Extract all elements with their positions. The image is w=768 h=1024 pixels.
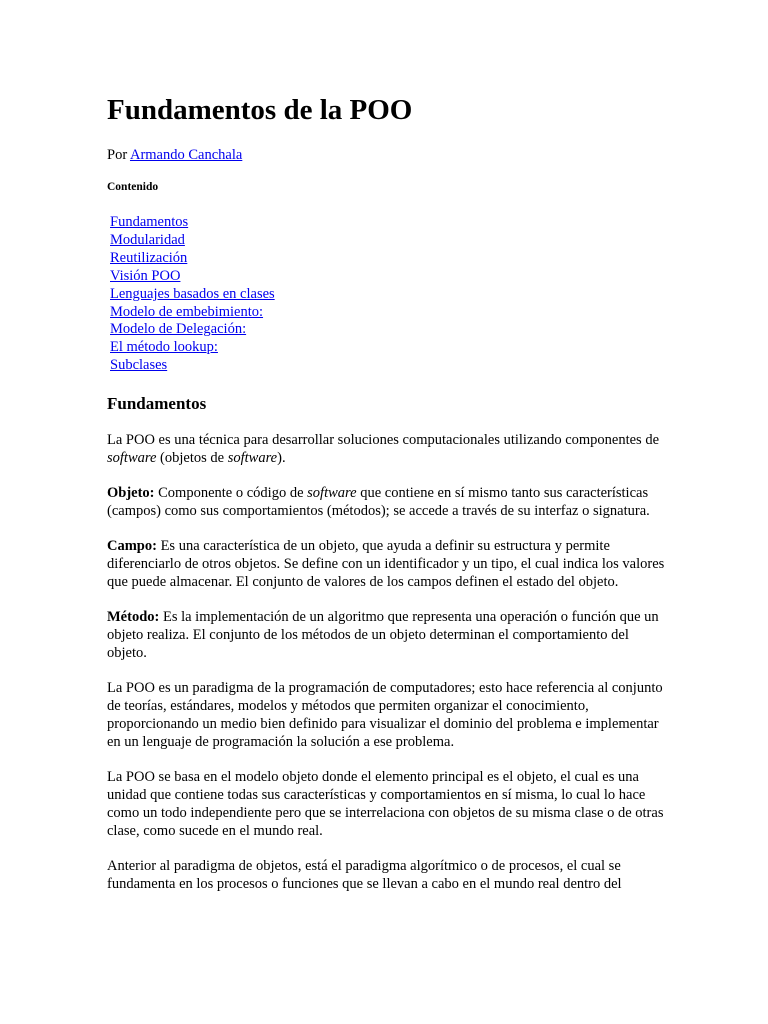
paragraph bbox=[107, 431, 667, 467]
text-run: Es una característica de un objeto, que ayuda a definir su estructura y permite diferenciarlo de otros objetos. Se define con un identificador y un tipo, el cual indica los valores que puede almacenar. El conjunto de valores de los campos definen el estado del objeto. bbox=[107, 538, 665, 590]
toc-item bbox=[110, 268, 275, 286]
toc-item bbox=[110, 304, 275, 322]
text-run: Componente o código de bbox=[154, 485, 308, 501]
toc-title: Contenido bbox=[107, 181, 159, 193]
toc-item bbox=[110, 339, 275, 357]
italic-term: software bbox=[227, 450, 278, 466]
definition-paragraph bbox=[107, 608, 667, 662]
toc-link-vision-poo[interactable]: Visión POO bbox=[110, 267, 181, 284]
table-of-contents bbox=[110, 214, 275, 375]
paragraph: Anterior al paradigma de objetos, está el paradigma algorítmico o de procesos, el cual se fundamenta en los procesos o funciones que se llevan a cabo en el mundo real dentro del bbox=[107, 858, 622, 892]
byline bbox=[107, 146, 242, 164]
definition-term: Método: bbox=[107, 609, 160, 625]
toc-link-lenguajes-clases[interactable]: Lenguajes basados en clases bbox=[110, 285, 275, 302]
toc-item bbox=[110, 357, 275, 375]
paragraph: La POO es un paradigma de la programación de computadores; esto hace referencia al conjunto de teorías, estándares, modelos y métodos que permiten organizar el conocimiento, proporcionando un medio bien definido para visualizar el dominio del problema e implementar en un lenguaje de programación la solución a ese problema. bbox=[107, 680, 663, 750]
toc-link-modelo-delegacion[interactable]: Modelo de Delegación: bbox=[110, 321, 247, 338]
page-title: Fundamentos de la POO bbox=[107, 94, 413, 126]
toc-item bbox=[110, 286, 275, 304]
toc-link-subclases[interactable]: Subclases bbox=[110, 357, 168, 374]
paragraph: La POO se basa en el modelo objeto donde el elemento principal es el objeto, el cual es una unidad que contiene todas sus características y comportamientos en sí misma, lo cual lo hace como un todo independiente pero que se interrelaciona con objetos de su misma clase o de otras clase, como sucede en el mundo real. bbox=[107, 769, 664, 839]
definition-term: Objeto: bbox=[107, 485, 155, 501]
toc-item bbox=[110, 232, 275, 250]
text-run: (objetos de bbox=[156, 450, 228, 466]
italic-term: software bbox=[107, 450, 157, 466]
text-run: ). bbox=[277, 450, 286, 466]
toc-link-modularidad[interactable]: Modularidad bbox=[110, 231, 185, 248]
definition-paragraph bbox=[107, 537, 667, 591]
definition-term: Campo: bbox=[107, 538, 157, 554]
text-run: La POO es una técnica para desarrollar soluciones computacionales utilizando componentes de bbox=[107, 432, 660, 448]
toc-link-modelo-embebimiento[interactable]: Modelo de embebimiento: bbox=[110, 303, 264, 320]
byline-prefix: Por bbox=[107, 147, 130, 163]
toc-item bbox=[110, 250, 275, 268]
toc-link-fundamentos[interactable]: Fundamentos bbox=[110, 214, 189, 230]
toc-link-metodo-lookup[interactable]: El método lookup: bbox=[110, 339, 218, 356]
author-link[interactable]: Armando Canchala bbox=[129, 147, 243, 163]
text-run: Es la implementación de un algoritmo que representa una operación o función que un objeto realiza. El conjunto de los métodos de un objeto determinan el comportamiento del objeto. bbox=[107, 609, 659, 661]
section-body bbox=[107, 431, 667, 910]
section-heading: Fundamentos bbox=[107, 394, 207, 413]
italic-term: software bbox=[307, 485, 357, 501]
definition-paragraph bbox=[107, 484, 667, 520]
toc-item bbox=[110, 214, 275, 232]
toc-link-reutilizacion[interactable]: Reutilización bbox=[110, 249, 188, 266]
toc-item bbox=[110, 321, 275, 339]
text-run: que contiene en sí mismo tanto sus características (campos) como sus comportamientos (métodos); se accede a través de su interfaz o signatura. bbox=[107, 485, 650, 519]
